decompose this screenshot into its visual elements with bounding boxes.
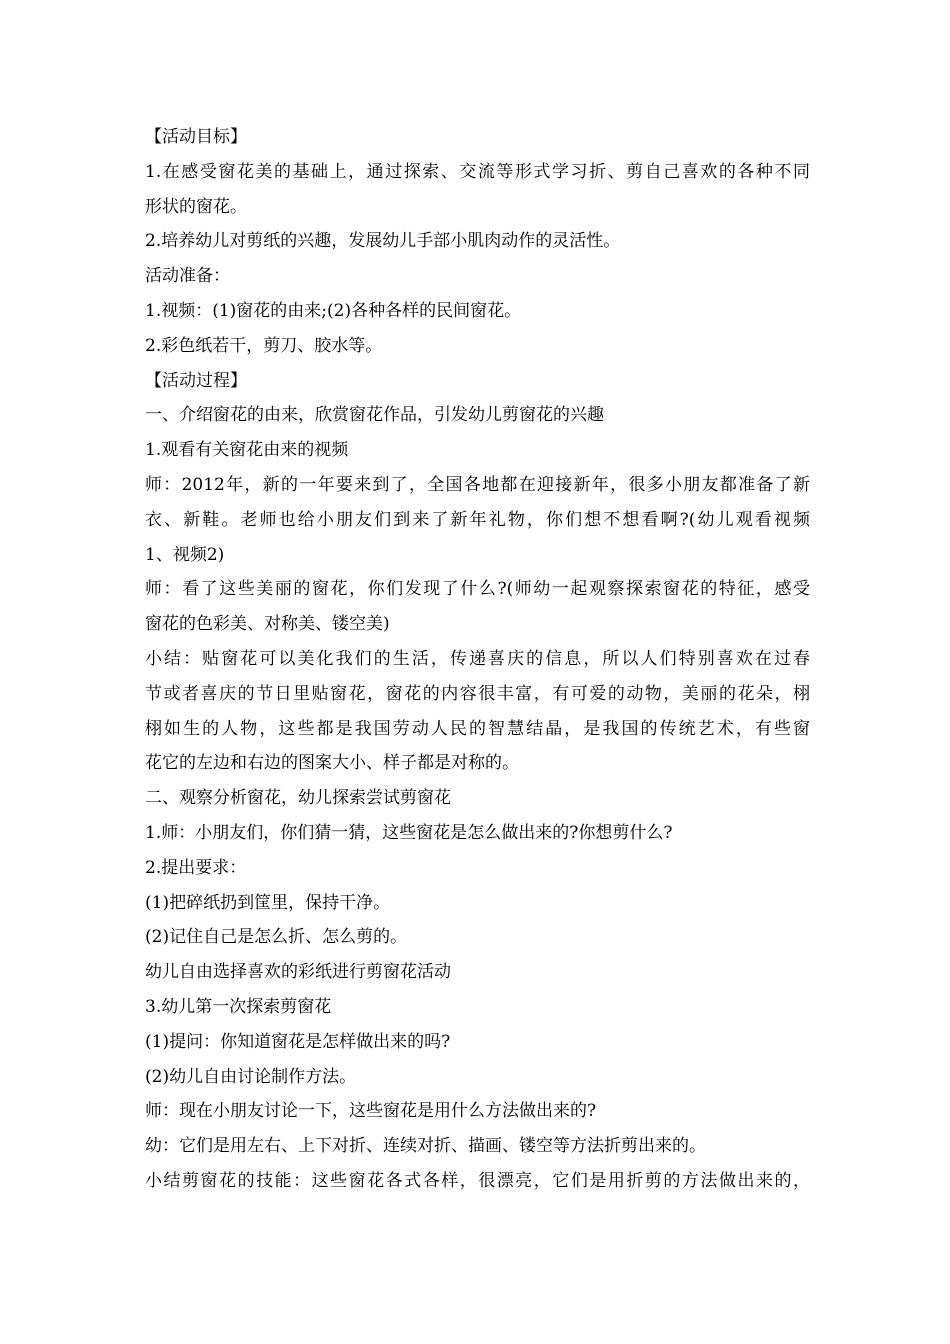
- text-line: 1.师：小朋友们，你们猜一猜，这些窗花是怎么做出来的?你想剪什么?: [145, 822, 673, 843]
- section-heading-preparation: 活动准备：: [145, 266, 230, 287]
- text-line: 师：2012年，新的一年要来到了，全国各地都在迎接新年，很多小朋友都准备了新: [145, 474, 810, 495]
- text-line: 师：现在小朋友讨论一下，这些窗花是用什么方法做出来的?: [145, 1101, 597, 1122]
- text-line: 2.培养幼儿对剪纸的兴趣，发展幼儿手部小肌肉动作的灵活性。: [145, 231, 621, 252]
- text-line: 1、视频2): [145, 544, 225, 565]
- text-line: 窗花的色彩美、对称美、镂空美): [145, 614, 390, 635]
- text-line: 二、观察分析窗花，幼儿探索尝试剪窗花: [145, 788, 451, 809]
- text-line: 1.在感受窗花美的基础上，通过探索、交流等形式学习折、剪自己喜欢的各种不同: [145, 161, 810, 182]
- section-heading-goals: 【活动目标】: [145, 127, 247, 147]
- text-line: 2.提出要求：: [145, 857, 247, 878]
- text-line: 3.幼儿第一次探索剪窗花: [145, 996, 332, 1017]
- text-line: 1.观看有关窗花由来的视频: [145, 440, 349, 461]
- text-line: 衣、新鞋。老师也给小朋友们到来了新年礼物，你们想不想看啊?(幼儿观看视频: [145, 509, 810, 530]
- text-line: 花它的左边和右边的图案大小、样子都是对称的。: [145, 753, 519, 774]
- text-line: 一、介绍窗花的由来，欣赏窗花作品，引发幼儿剪窗花的兴趣: [145, 405, 604, 426]
- text-line: 1.视频：(1)窗花的由来;(2)各种各样的民间窗花。: [145, 300, 522, 321]
- text-line: (2)记住自己是怎么折、怎么剪的。: [145, 927, 408, 948]
- text-line: 栩如生的人物，这些都是我国劳动人民的智慧结晶，是我国的传统艺术，有些窗: [145, 718, 810, 739]
- section-heading-process: 【活动过程】: [145, 370, 247, 391]
- text-line: (2)幼儿自由讨论制作方法。: [145, 1066, 357, 1087]
- text-line: 幼儿自由选择喜欢的彩纸进行剪窗花活动: [145, 962, 451, 983]
- text-line: 小结剪窗花的技能：这些窗花各式各样，很漂亮，它们是用折剪的方法做出来的，: [145, 1170, 810, 1191]
- text-line: 小结：贴窗花可以美化我们的生活，传递喜庆的信息，所以人们特别喜欢在过春: [145, 648, 810, 669]
- text-line: 节或者喜庆的节日里贴窗花，窗花的内容很丰富，有可爱的动物，美丽的花朵，栩: [145, 683, 810, 704]
- text-line: 幼：它们是用左右、上下对折、连续对折、描画、镂空等方法折剪出来的。: [145, 1136, 706, 1157]
- document-body: [145, 120, 810, 1199]
- text-line: 2.彩色纸若干，剪刀、胶水等。: [145, 335, 383, 356]
- text-line: 师：看了这些美丽的窗花，你们发现了什么?(师幼一起观察探索窗花的特征，感受: [145, 579, 810, 600]
- text-line: 形状的窗花。: [145, 196, 247, 217]
- text-line: (1)把碎纸扔到筐里，保持干净。: [145, 892, 391, 913]
- text-line: (1)提问：你知道窗花是怎样做出来的吗?: [145, 1031, 451, 1052]
